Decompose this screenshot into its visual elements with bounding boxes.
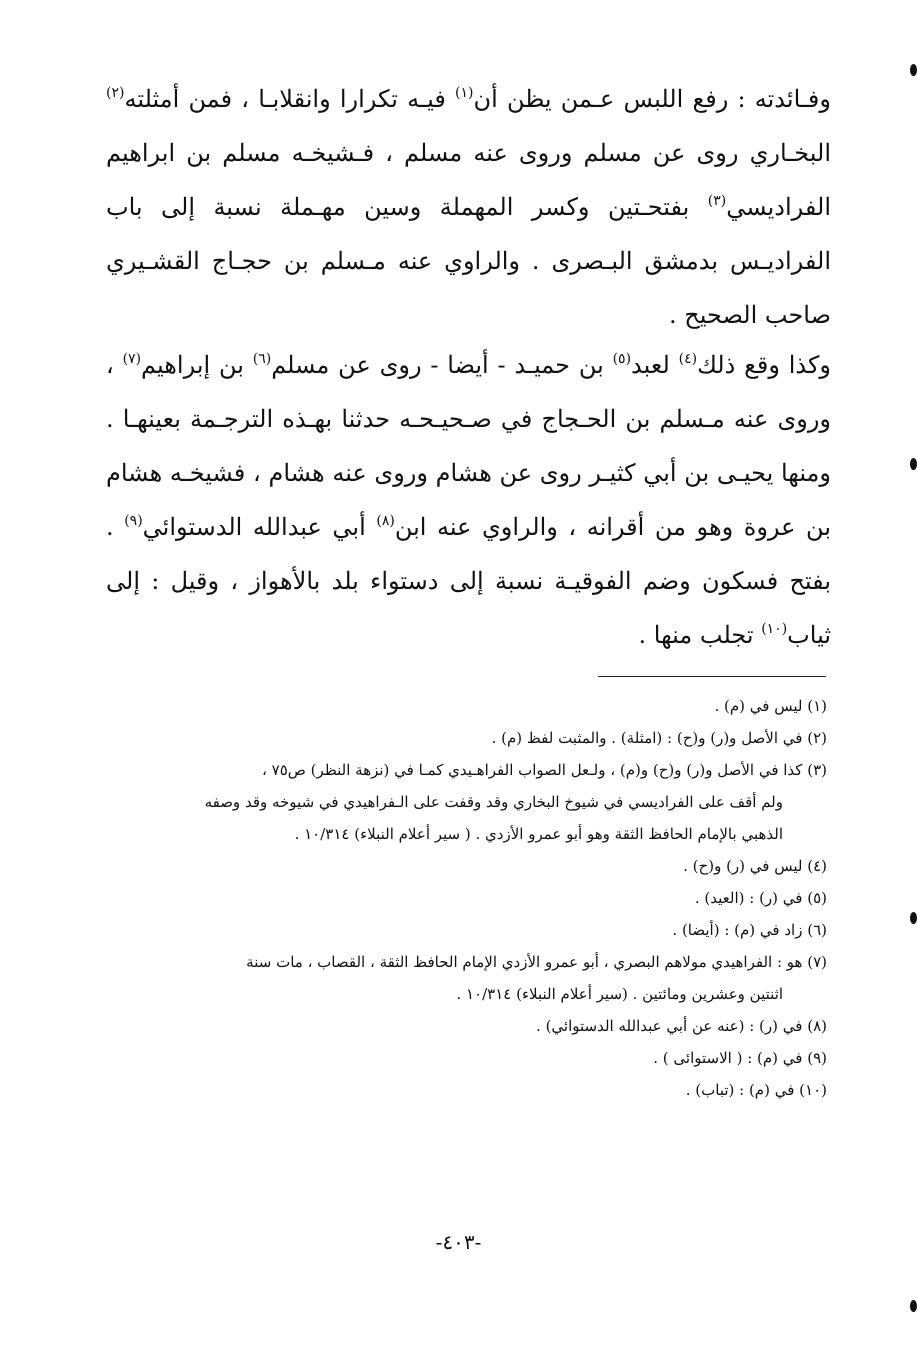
paragraph-text: لعبد — [631, 351, 679, 379]
footnote-ref: (٨) — [376, 513, 395, 529]
footnote-2: (٢) في الأصل و(ر) و(ح) : (امثلة) . والمثبت لفظ (م) . — [491, 729, 827, 747]
footnote-ref: (٢) — [106, 85, 125, 101]
margin-mark — [910, 912, 917, 924]
margin-mark — [910, 64, 917, 76]
footnote-ref: (١٠) — [761, 621, 788, 637]
footnote-9: (٩) في (م) : ( الاستوائى ) . — [653, 1049, 827, 1067]
paragraph-text: تجلب منها . — [638, 621, 762, 649]
paragraph-text: أبي عبدالله الدستوائي — [142, 513, 377, 541]
footnote-1: (١) ليس في (م) . — [714, 697, 827, 715]
footnote-6: (٦) زاد في (م) : (أيضا) . — [672, 921, 827, 939]
footnote-separator — [598, 676, 826, 677]
footnote-4: (٤) ليس في (ر) و(ح) . — [683, 857, 827, 875]
margin-mark — [910, 458, 917, 470]
footnote-ref: (٥) — [612, 351, 632, 367]
paragraph-text: ، وروى عنه مـسلم بن الحـجاج في صـحيـحـه حدثنا بهـذه الترجـمة بعينهـا . ومنها يحيـى بن أبي كثيـر روى عن هشام وروى عنه هشام ، فشيخـه هشام بن عروة وهو من أقرانه ، والراوي عنه ابن — [106, 351, 832, 541]
paragraph-text: . بفتح فسكون وضم الفوقيـة نسبة إلى دستواء بلد بالأهواز ، وقيل : إلى ثياب — [106, 513, 831, 649]
footnotes — [106, 690, 827, 1106]
main-paragraph-1 — [106, 72, 831, 342]
paragraph-text: وكذا وقع ذلك — [697, 351, 832, 379]
footnote-3: (٣) كذا في الأصل و(ر) و(ح) و(م) ، ولـعل الصواب الفراهـيدي كمـا في (نزهة النظر) ص٧٥ ، — [262, 761, 827, 779]
footnote-7: (٧) هو : الفراهيدي مولاهم البصري ، أبو عمرو الأزدي الإمام الحافظ الثقة ، القصاب ، مات سنة — [246, 953, 827, 971]
footnote-ref: (٧) — [122, 351, 142, 367]
main-paragraph-2 — [106, 338, 831, 662]
paragraph-text: بن حميـد - أيضا - روى عن مسلم — [271, 351, 613, 379]
footnote-ref: (١) — [454, 85, 474, 101]
footnote-8: (٨) في (ر) : (عنه عن أبي عبدالله الدستوائي) . — [536, 1017, 827, 1035]
footnote-5: (٥) في (ر) : (العيد) . — [694, 889, 827, 907]
footnote-ref: (٣) — [707, 193, 727, 209]
footnote-3-continued: الذهبي بالإمام الحافظ الثقة وهو أبو عمرو الأزدي . ( سير أعلام النبلاء) ١٠/٣١٤ . — [294, 825, 783, 843]
paragraph-text: البخـاري روى عن مسلم وروى عنه مسلم ، فـشيخـه مسلم بن ابراهيم الفراديسي — [106, 139, 831, 221]
paragraph-text: وفـائدته : رفع اللبس عـمن يظن أن — [473, 85, 831, 113]
paragraph-text: بن إبراهيم — [141, 351, 253, 379]
margin-mark — [910, 1300, 917, 1312]
footnote-ref: (٤) — [678, 351, 698, 367]
footnote-ref: (٩) — [124, 513, 143, 529]
footnote-ref: (٦) — [252, 351, 272, 367]
footnote-10: (١٠) في (م) : (تباب) . — [685, 1081, 827, 1099]
paragraph-text: فيـه تكرارا وانقلابـا ، فمن أمثلته — [124, 85, 455, 113]
paragraph-text: بفتحـتين وكسر المهملة وسين مهـملة نسبة إلى باب الفراديـس بدمشق البـصرى . والراوي عنه مـسلم بن حجـاج القشـيري صاحب الصحيح . — [106, 193, 831, 329]
footnote-3-continued: ولم أقف على الفراديسي في شيوخ البخاري وقد وقفت على الـفراهيدي في شيوخه وقد وصفه — [204, 793, 783, 811]
footnote-7-continued: اثنتين وعشرين ومائتين . (سير أعلام النبلاء) ١٠/٣١٤ . — [456, 985, 783, 1003]
page-number: -٤٠٣- — [435, 1230, 482, 1254]
